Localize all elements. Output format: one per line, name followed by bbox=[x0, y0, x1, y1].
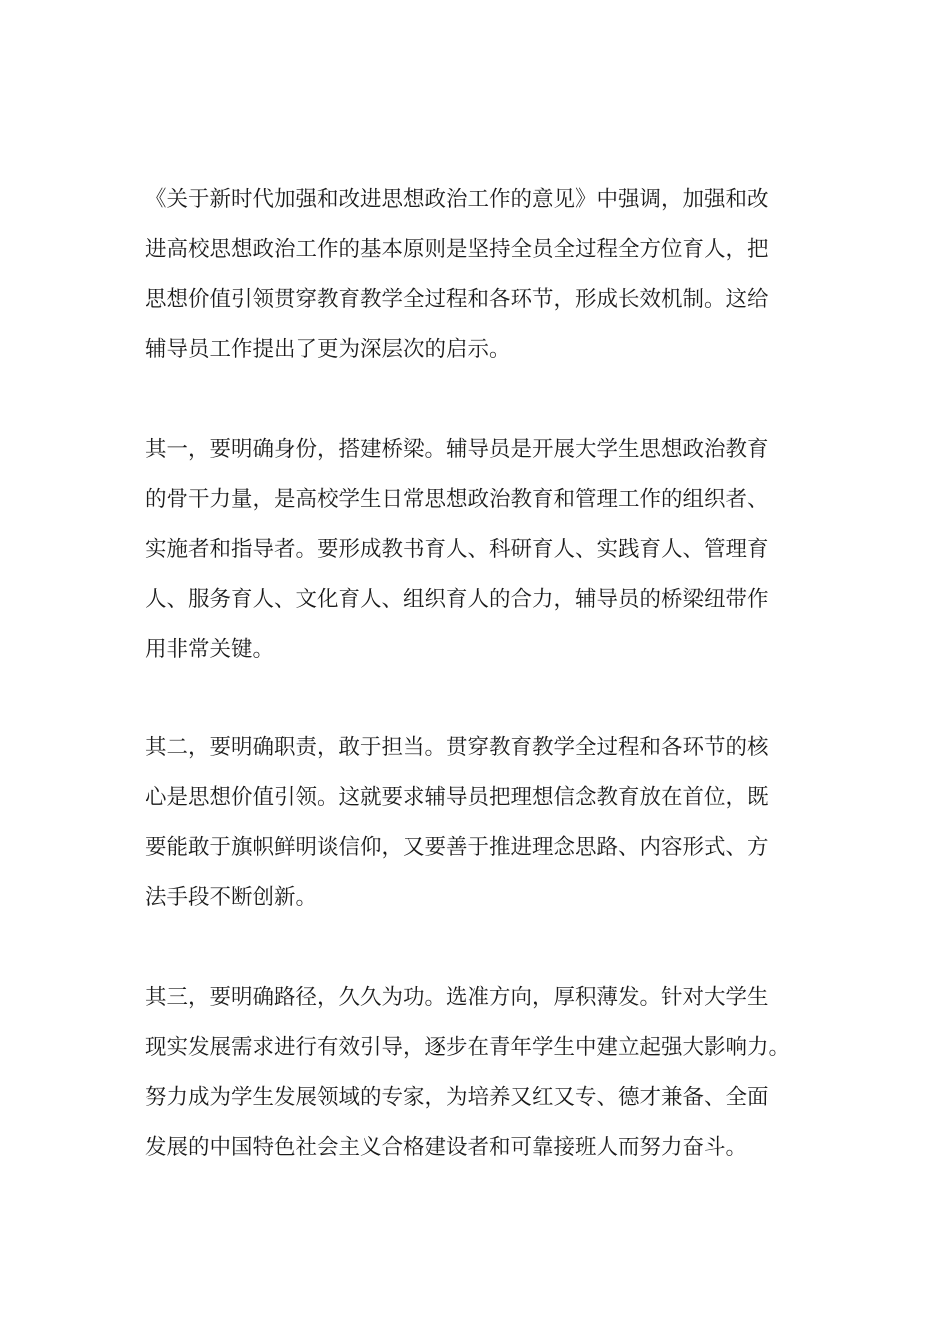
text-line: 的骨干力量，是高校学生日常思想政治教育和管理工作的组织者、 bbox=[145, 487, 769, 512]
text-line: 其三，要明确路径，久久为功。选准方向，厚积薄发。针对大学生 bbox=[145, 985, 769, 1010]
text-line: 辅导员工作提出了更为深层次的启示。 bbox=[145, 337, 511, 362]
text-line: 法手段不断创新。 bbox=[145, 885, 318, 910]
text-line: 《关于新时代加强和改进思想政治工作的意见》中强调，加强和改 bbox=[145, 187, 769, 212]
text-line: 要能敢于旗帜鲜明谈信仰，又要善于推进理念思路、内容形式、方 bbox=[145, 835, 769, 860]
text-line: 努力成为学生发展领域的专家，为培养又红又专、德才兼备、全面 bbox=[145, 1085, 769, 1110]
paragraph-first-point bbox=[145, 425, 825, 675]
text-line: 进高校思想政治工作的基本原则是坚持全员全过程全方位育人，把 bbox=[145, 237, 769, 262]
text-line: 现实发展需求进行有效引导，逐步在青年学生中建立起强大影响力。 bbox=[145, 1035, 791, 1060]
text-line: 心是思想价值引领。这就要求辅导员把理想信念教育放在首位，既 bbox=[145, 785, 769, 810]
text-line: 其一，要明确身份，搭建桥梁。辅导员是开展大学生思想政治教育 bbox=[145, 437, 769, 462]
text-line: 发展的中国特色社会主义合格建设者和可靠接班人而努力奋斗。 bbox=[145, 1135, 748, 1160]
text-line: 人、服务育人、文化育人、组织育人的合力，辅导员的桥梁纽带作 bbox=[145, 587, 769, 612]
text-line: 用非常关键。 bbox=[145, 637, 275, 662]
text-line: 其二，要明确职责，敢于担当。贯穿教育教学全过程和各环节的核 bbox=[145, 735, 769, 760]
paragraph-second-point bbox=[145, 723, 825, 923]
text-line: 实施者和指导者。要形成教书育人、科研育人、实践育人、管理育 bbox=[145, 537, 769, 562]
paragraph-third-point bbox=[145, 973, 825, 1173]
text-line: 思想价值引领贯穿教育教学全过程和各环节，形成长效机制。这给 bbox=[145, 287, 769, 312]
paragraph-intro bbox=[145, 175, 825, 375]
